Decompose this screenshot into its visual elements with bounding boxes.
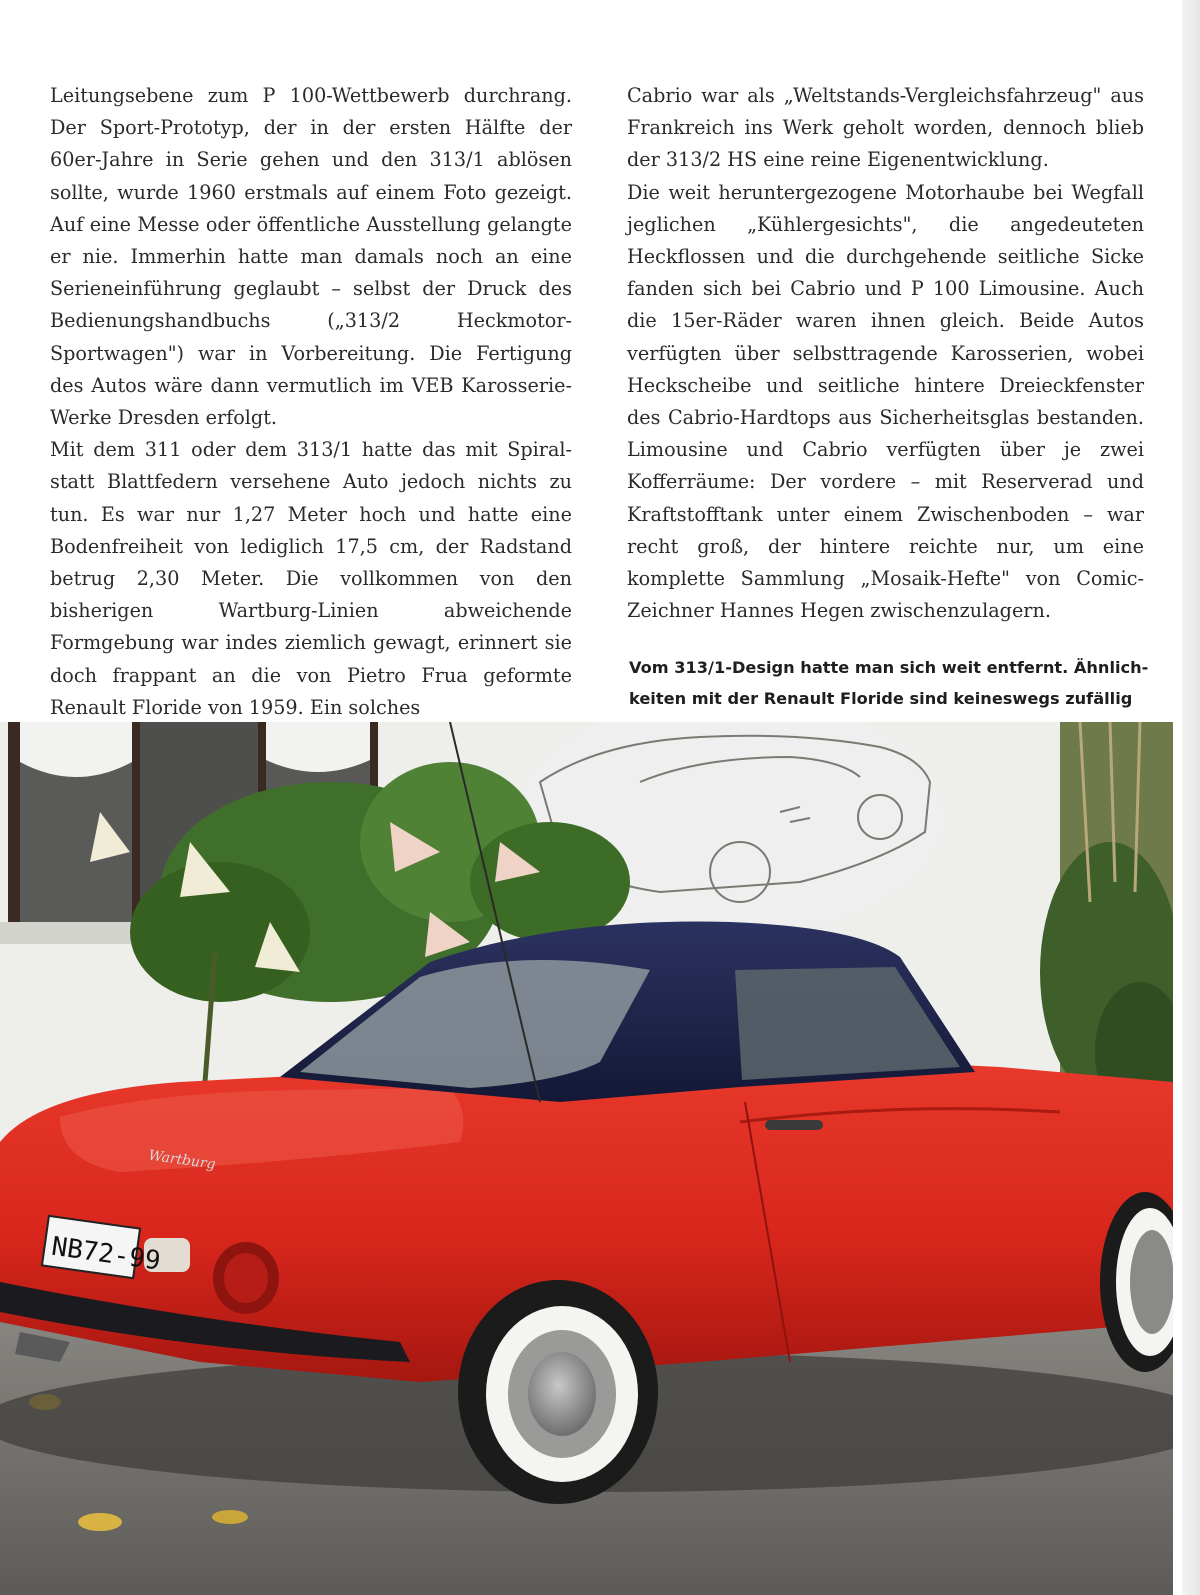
caption-line: keiten mit der Renault Floride sind keineswegs zufällig <box>629 689 1133 708</box>
caption-line: Vom 313/1-Design hatte man sich weit entfernt. Ähnlich- <box>629 658 1149 677</box>
paragraph: Die weit heruntergezogene Motorhaube bei Wegfall jeglichen „Kühlergesichts", die angedeuteten Heckflossen und die durchgehende seitliche Sicke fanden sich bei Cabrio und P 100 Limousine. Auch die 15er-Räder waren ihnen gleich. Beide Autos verfügten über selbsttragende Karosserien, wobei Heckscheibe und seitliche hintere Dreieckfenster des Cabrio-Hardtops aus Sicherheitsglas bestanden. Limousine und Cabrio verfügten über je zwei Kofferräume: Der vordere – mit Reserverad und Kraftstofftank unter einem Zwischenboden – war recht groß, der hintere reichte nur, um eine komplette Sammlung „Mosaik-Hefte" von Comic-Zeichner Hannes Hegen zwischenzulagern. <box>627 180 1144 623</box>
wartburg-badge: Wartburg <box>147 1147 217 1173</box>
photo-caption <box>629 652 1165 714</box>
article-column-left <box>50 80 572 724</box>
paragraph: Mit dem 311 oder dem 313/1 hatte das mit Spiralstatt Blattfedern versehene Auto jedoch nichts zu tun. Es war nur 1,27 Meter hoch und hatte eine Bodenfreiheit von lediglich 17,5 cm, der Radstand betrug 2,30 Meter. Die vollkommen von den bisherigen Wartburg-Linien abweichende Formgebung war indes ziemlich gewagt, erinnert sie doch frappant an die von Pietro Frua geformte Renault Floride von 1959. Ein solches <box>50 438 572 719</box>
paragraph: Cabrio war als „Weltstands-Vergleichsfahrzeug" aus Frankreich ins Werk geholt worden, dennoch blieb der 313/2 HS eine reine Eigenentwicklung. <box>627 84 1144 172</box>
page-edge-shadow <box>1182 0 1200 1595</box>
rear-wheel <box>458 1280 658 1504</box>
car-photo <box>0 722 1173 1595</box>
article-column-right <box>627 80 1144 627</box>
paragraph: Leitungsebene zum P 100-Wettbewerb durchrang. Der Sport-Prototyp, der in der ersten Hälfte der 60er-Jahre in Serie gehen und den 313/1 ablösen sollte, wurde 1960 erstmals auf einem Foto gezeigt. Auf eine Messe oder öffentliche Ausstellung gelangte er nie. Immerhin hatte man damals noch an eine Serieneinführung geglaubt – selbst der Druck des Bedienungshandbuchs („313/2 Heckmotor-Sportwagen") war in Vorbereitung. Die Fertigung des Autos wäre dann vermutlich im VEB Karosserie-Werke Dresden erfolgt. <box>50 84 572 430</box>
license-plate-text: NB72-99 <box>49 1231 163 1277</box>
